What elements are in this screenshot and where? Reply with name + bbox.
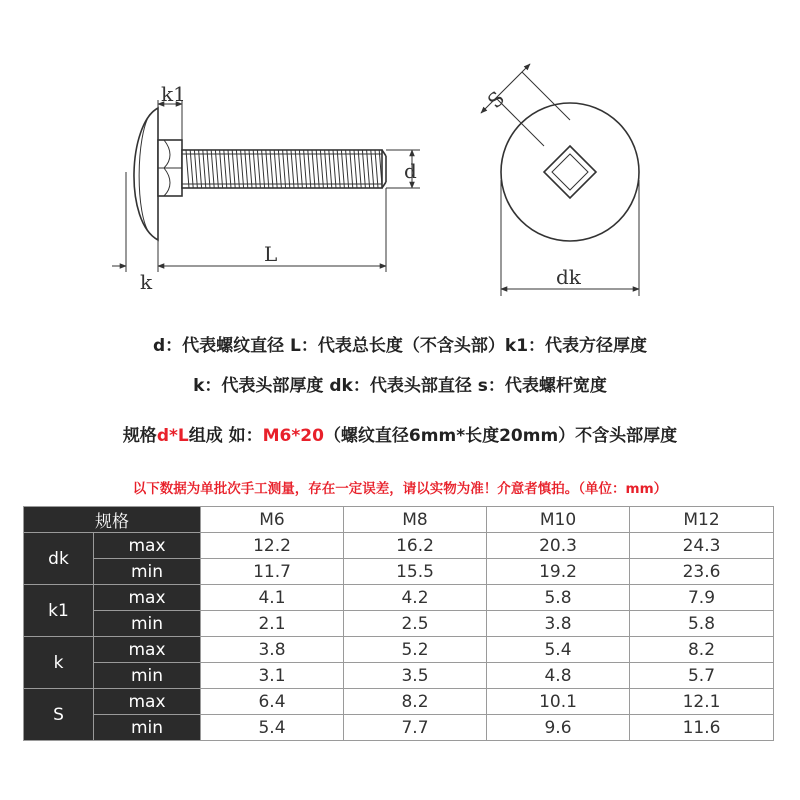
- table-row: [24, 663, 774, 689]
- table-cell: 12.2: [201, 533, 344, 559]
- table-cell: 3.8: [487, 611, 630, 637]
- spec-format-dl: d*L: [156, 426, 189, 446]
- table-cell: 19.2: [487, 559, 630, 585]
- row-sub-label: max: [94, 533, 201, 559]
- table-cell: 10.1: [487, 689, 630, 715]
- label-k: k: [140, 270, 153, 294]
- table-cell: 8.2: [630, 637, 774, 663]
- table-row: [24, 689, 774, 715]
- table-cell: 5.7: [630, 663, 774, 689]
- header-spec: 规格: [24, 507, 201, 533]
- row-group-label: S: [24, 689, 94, 741]
- table-cell: 5.8: [487, 585, 630, 611]
- spec-table: [23, 506, 774, 741]
- bolt-technical-drawing: [0, 0, 800, 310]
- row-group-label: k: [24, 637, 94, 689]
- column-header: M12: [630, 507, 774, 533]
- table-cell: 7.7: [344, 715, 487, 741]
- table-cell: 4.1: [201, 585, 344, 611]
- legend-line-1: d：代表螺纹直径 L：代表总长度（不含头部）k1：代表方径厚度: [152, 336, 648, 356]
- spec-example-note: （螺纹直径6mm*长度20mm）不含头部厚度: [323, 426, 678, 446]
- table-row: [24, 715, 774, 741]
- table-row: [24, 585, 774, 611]
- table-cell: 3.8: [201, 637, 344, 663]
- spec-example: M6*20: [262, 426, 324, 446]
- table-cell: 15.5: [344, 559, 487, 585]
- table-cell: 16.2: [344, 533, 487, 559]
- row-sub-label: min: [94, 611, 201, 637]
- table-cell: 5.2: [344, 637, 487, 663]
- label-L: L: [264, 242, 278, 266]
- table-header-row: [24, 507, 774, 533]
- row-sub-label: max: [94, 585, 201, 611]
- table-cell: 4.8: [487, 663, 630, 689]
- table-cell: 8.2: [344, 689, 487, 715]
- table-row: [24, 611, 774, 637]
- table-cell: 2.1: [201, 611, 344, 637]
- table-cell: 5.4: [201, 715, 344, 741]
- label-k1: k1: [161, 82, 186, 106]
- column-header: M6: [201, 507, 344, 533]
- row-group-label: k1: [24, 585, 94, 637]
- table-cell: 23.6: [630, 559, 774, 585]
- table-row: [24, 559, 774, 585]
- table-cell: 24.3: [630, 533, 774, 559]
- table-row: [24, 637, 774, 663]
- row-group-label: dk: [24, 533, 94, 585]
- row-sub-label: min: [94, 715, 201, 741]
- table-cell: 20.3: [487, 533, 630, 559]
- table-cell: 11.6: [630, 715, 774, 741]
- table-cell: 5.8: [630, 611, 774, 637]
- row-sub-label: min: [94, 663, 201, 689]
- table-cell: 9.6: [487, 715, 630, 741]
- table-cell: 6.4: [201, 689, 344, 715]
- table-cell: 4.2: [344, 585, 487, 611]
- row-sub-label: max: [94, 689, 201, 715]
- label-dk: dk: [556, 265, 581, 289]
- legend-line-3: [0, 421, 800, 446]
- column-header: M8: [344, 507, 487, 533]
- table-cell: 12.1: [630, 689, 774, 715]
- legend-line-2: k：代表头部厚度 dk：代表头部直径 s：代表螺杆宽度: [193, 376, 607, 396]
- row-sub-label: max: [94, 637, 201, 663]
- table-cell: 7.9: [630, 585, 774, 611]
- spec-format-prefix: 规格: [122, 426, 157, 446]
- table-cell: 5.4: [487, 637, 630, 663]
- row-sub-label: min: [94, 559, 201, 585]
- table-cell: 2.5: [344, 611, 487, 637]
- measurement-notice: 以下数据为单批次手工测量，存在一定误差，请以实物为准！介意者慎拍。（单位：mm）: [132, 481, 668, 497]
- table-row: [24, 533, 774, 559]
- table-cell: 11.7: [201, 559, 344, 585]
- table-cell: 3.5: [344, 663, 487, 689]
- table-cell: 3.1: [201, 663, 344, 689]
- column-header: M10: [487, 507, 630, 533]
- bolt-head: [134, 108, 158, 240]
- label-S: S: [482, 86, 510, 113]
- label-d: d: [404, 159, 417, 183]
- spec-format-mid: 组成 如：: [188, 426, 263, 446]
